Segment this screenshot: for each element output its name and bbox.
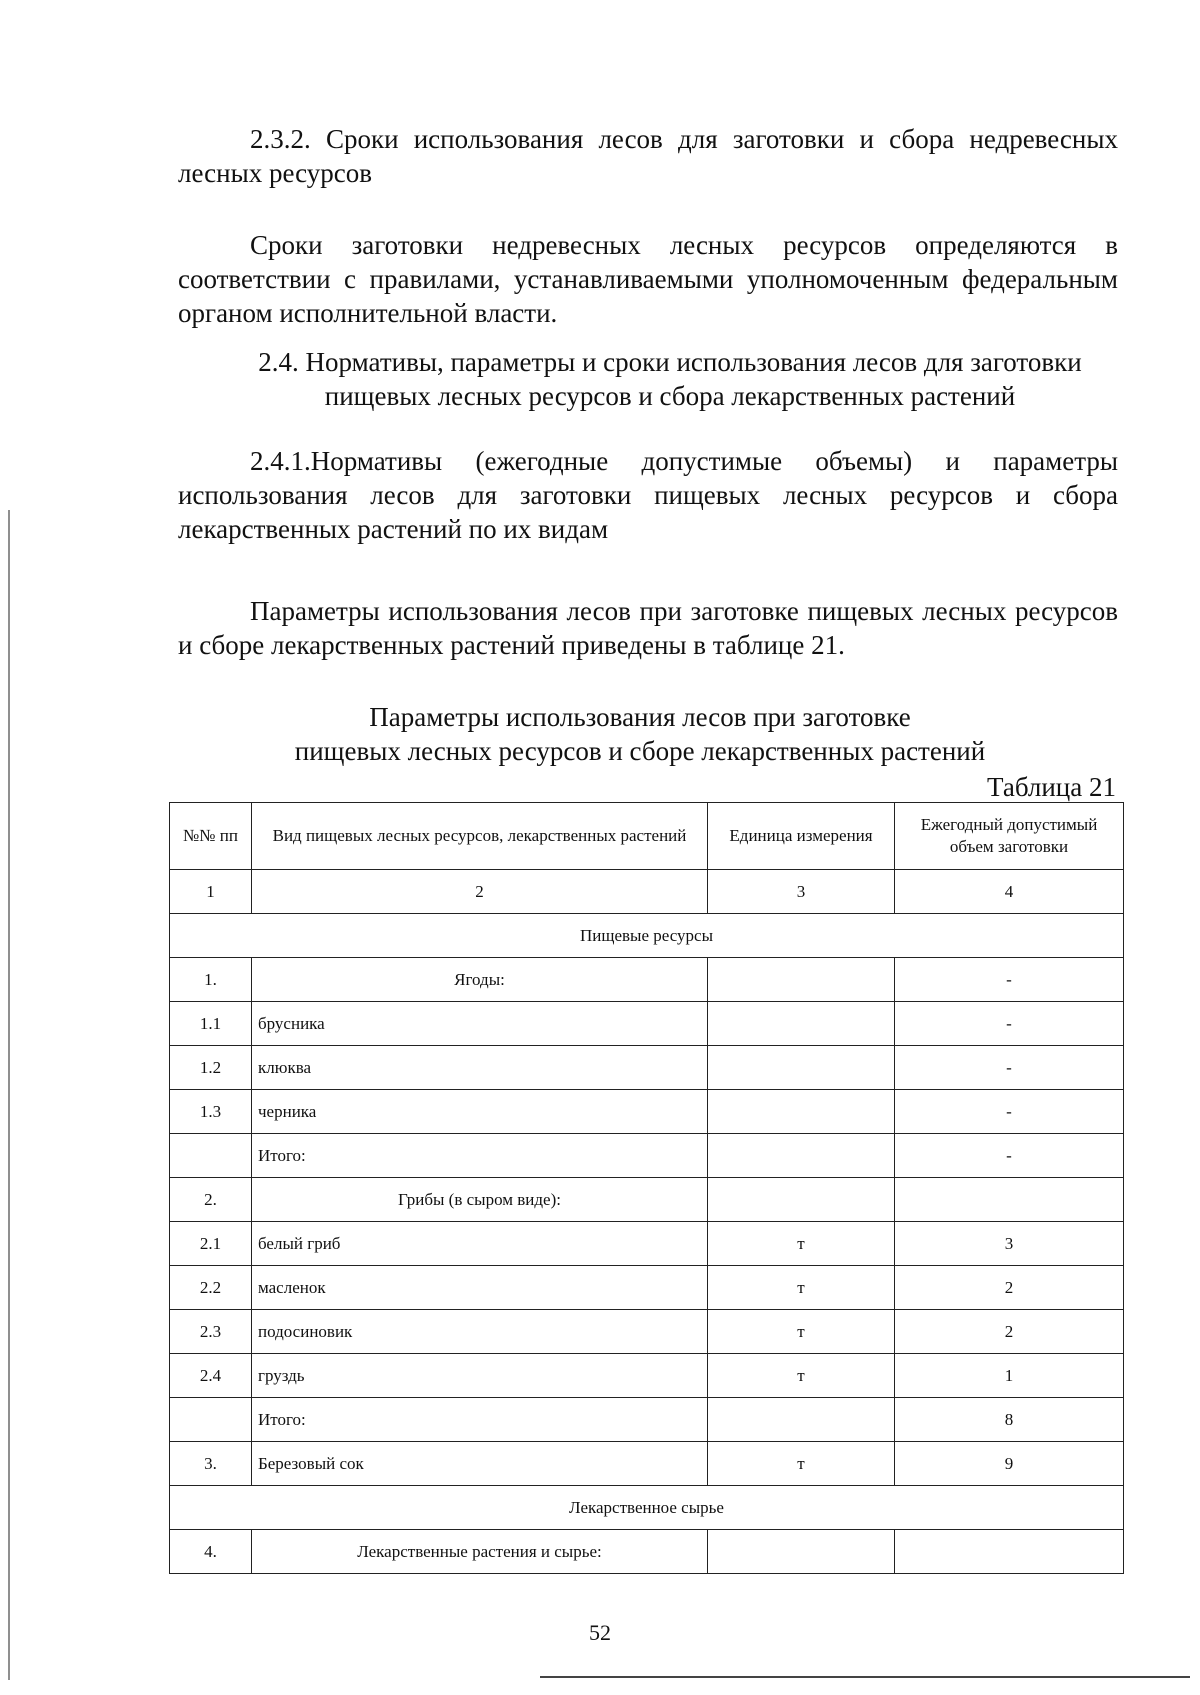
- page-number: 52: [589, 1620, 611, 1645]
- table-row: [170, 1046, 1124, 1090]
- table-row: [170, 1178, 1124, 1222]
- row-num: 1.: [170, 958, 252, 1002]
- section-2-4-1-heading: 2.4.1.Нормативы (ежегодные допустимые объемы) и параметры использования лесов для заготовки пищевых лесных ресурсов и сбора лекарственных растений по их видам: [178, 446, 1118, 544]
- col-number-1: 1: [170, 870, 252, 914]
- row-num: [170, 1398, 252, 1442]
- table-caption-line1: Параметры использования лесов при заготовке: [369, 702, 911, 732]
- row-num: 2.: [170, 1178, 252, 1222]
- col-number-2: 2: [252, 870, 708, 914]
- row-unit: т: [708, 1310, 895, 1354]
- table-row: [170, 1266, 1124, 1310]
- row-name: клюква: [252, 1046, 708, 1090]
- row-name: Грибы (в сыром виде):: [252, 1178, 708, 1222]
- row-num: 3.: [170, 1442, 252, 1486]
- table-row: [170, 958, 1124, 1002]
- row-num: 1.2: [170, 1046, 252, 1090]
- row-unit: т: [708, 1222, 895, 1266]
- header-num: №№ пп: [170, 803, 252, 870]
- table-row: [170, 1398, 1124, 1442]
- row-unit: т: [708, 1354, 895, 1398]
- scan-edge-line: [8, 510, 10, 1680]
- row-value: [895, 1530, 1124, 1574]
- section-2-3-2-heading: 2.3.2. Сроки использования лесов для заготовки и сбора недревесных лесных ресурсов: [178, 124, 1118, 188]
- row-unit: [708, 1530, 895, 1574]
- table-row: [170, 1090, 1124, 1134]
- row-name: масленок: [252, 1266, 708, 1310]
- row-name: груздь: [252, 1354, 708, 1398]
- row-name: брусника: [252, 1002, 708, 1046]
- row-num: 1.3: [170, 1090, 252, 1134]
- header-unit: Единица измерения: [708, 803, 895, 870]
- row-value: -: [895, 958, 1124, 1002]
- row-unit: [708, 1134, 895, 1178]
- header-volume: Ежегодный допустимый объем заготовки: [895, 803, 1124, 870]
- row-name: Итого:: [252, 1134, 708, 1178]
- table-row: [170, 1442, 1124, 1486]
- row-value: -: [895, 1002, 1124, 1046]
- row-unit: т: [708, 1266, 895, 1310]
- row-value: -: [895, 1134, 1124, 1178]
- row-name: черника: [252, 1090, 708, 1134]
- row-unit: [708, 1090, 895, 1134]
- table-row: [170, 1530, 1124, 1574]
- row-name: белый гриб: [252, 1222, 708, 1266]
- table-caption-line2: пищевых лесных ресурсов и сборе лекарственных растений: [294, 736, 986, 766]
- row-name: Березовый сок: [252, 1442, 708, 1486]
- table-row: [170, 1222, 1124, 1266]
- row-num: 2.1: [170, 1222, 252, 1266]
- row-value: 9: [895, 1442, 1124, 1486]
- row-unit: [708, 958, 895, 1002]
- row-value: -: [895, 1090, 1124, 1134]
- row-unit: [708, 1002, 895, 1046]
- parameters-table: [169, 802, 1124, 1574]
- group-food-label: Пищевые ресурсы: [170, 914, 1124, 958]
- row-num: 4.: [170, 1530, 252, 1574]
- table-row: [170, 1354, 1124, 1398]
- row-name: Ягоды:: [252, 958, 708, 1002]
- row-value: 8: [895, 1398, 1124, 1442]
- section-2-4-1-body: Параметры использования лесов при заготовке пищевых лесных ресурсов и сборе лекарственных растений приведены в таблице 21.: [178, 596, 1118, 660]
- row-value: [895, 1178, 1124, 1222]
- row-name: Лекарственные растения и сырье:: [252, 1530, 708, 1574]
- section-2-3-2-body: Сроки заготовки недревесных лесных ресурсов определяются в соответствии с правилами, устанавливаемыми уполномоченным федеральным органом исполнительной власти.: [178, 230, 1118, 328]
- row-value: -: [895, 1046, 1124, 1090]
- row-unit: [708, 1178, 895, 1222]
- row-name: Итого:: [252, 1398, 708, 1442]
- header-kind: Вид пищевых лесных ресурсов, лекарственных растений: [252, 803, 708, 870]
- row-value: 2: [895, 1266, 1124, 1310]
- table-header-row: [170, 803, 1124, 870]
- group-medicinal-label: Лекарственное сырье: [170, 1486, 1124, 1530]
- section-2-4-heading: 2.4. Нормативы, параметры и сроки использования лесов для заготовки пищевых лесных ресурсов и сбора лекарственных растений: [258, 347, 1082, 411]
- table-row: [170, 1134, 1124, 1178]
- row-value: 3: [895, 1222, 1124, 1266]
- bottom-rule-line: [540, 1676, 1190, 1678]
- row-value: 1: [895, 1354, 1124, 1398]
- table-row: [170, 1310, 1124, 1354]
- row-value: 2: [895, 1310, 1124, 1354]
- column-number-row: [170, 870, 1124, 914]
- row-unit: [708, 1398, 895, 1442]
- row-num: 2.3: [170, 1310, 252, 1354]
- col-number-3: 3: [708, 870, 895, 914]
- row-num: [170, 1134, 252, 1178]
- row-unit: [708, 1046, 895, 1090]
- row-name: подосиновик: [252, 1310, 708, 1354]
- group-row-food: [170, 914, 1124, 958]
- table-number: Таблица 21: [987, 772, 1116, 802]
- row-num: 2.4: [170, 1354, 252, 1398]
- row-unit: т: [708, 1442, 895, 1486]
- row-num: 1.1: [170, 1002, 252, 1046]
- col-number-4: 4: [895, 870, 1124, 914]
- row-num: 2.2: [170, 1266, 252, 1310]
- group-row-medicinal: [170, 1486, 1124, 1530]
- table-row: [170, 1002, 1124, 1046]
